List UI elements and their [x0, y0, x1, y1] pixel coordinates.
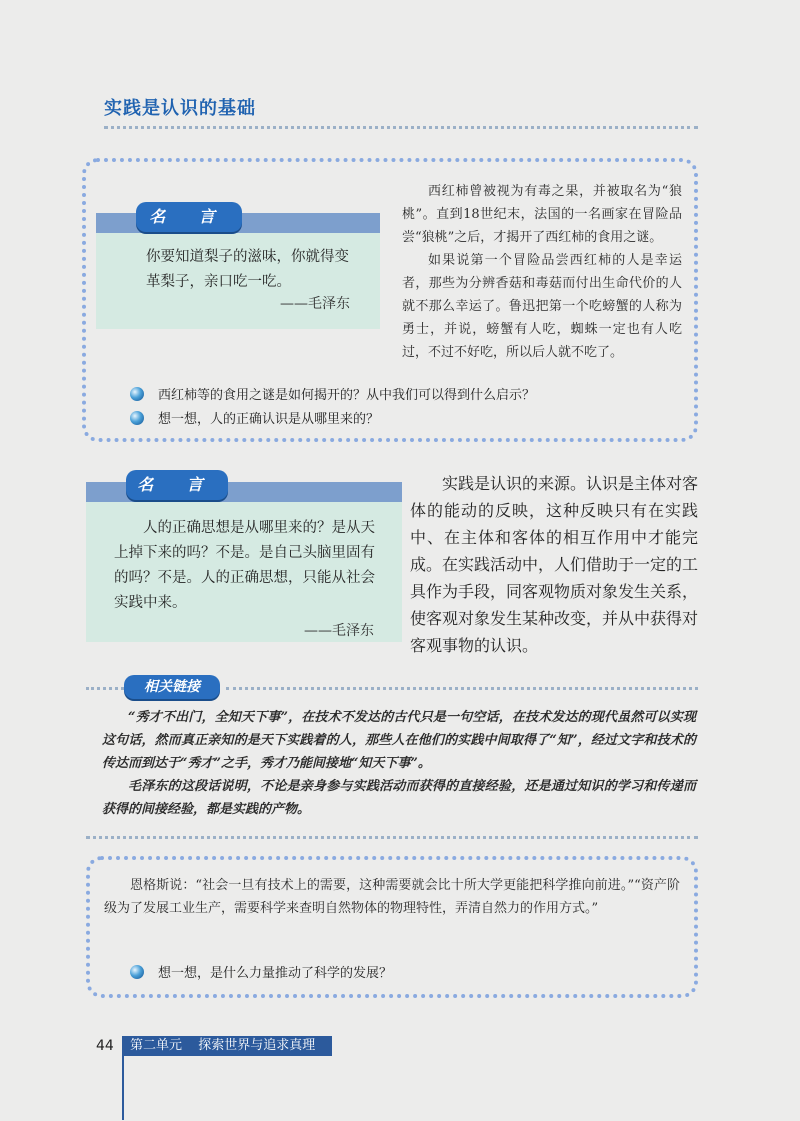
footer-unit-title: 探索世界与追求真理	[198, 1038, 316, 1053]
quote-box-2	[86, 482, 402, 642]
footer-unit: 第二单元	[130, 1038, 183, 1053]
question-3-text: 想一想，是什么力量推动了科学的发展？	[158, 966, 393, 981]
bullet-ball-icon	[130, 411, 144, 425]
question-3	[130, 962, 392, 981]
title-divider	[104, 126, 698, 129]
quote-box-1	[96, 213, 380, 329]
related-links-label: 相关链接	[124, 675, 220, 699]
bullet-ball-icon	[130, 387, 144, 401]
quote-label-1: 名 言	[136, 202, 242, 232]
question-1-text: 西红柿等的食用之谜是如何揭开的？从中我们可以得到什么启示？	[158, 388, 536, 403]
related-divider-right	[226, 687, 698, 690]
bullet-ball-icon	[130, 965, 144, 979]
quote-text-1: 你要知道梨子的滋味，你就得变革梨子，亲口吃一吃。	[146, 249, 349, 290]
engels-paragraph: 恩格斯说：“社会一旦有技术上的需要，这种需要就会比十所大学更能把科学推向前进。”“资产阶级为了发展工业生产，需要科学来查明自然物体的物理特性，弄清自然力的作用方式。”	[104, 878, 680, 916]
tomato-paragraph-1: 西红柿曾被视为有毒之果，并被取名为“狼桃”。直到18世纪末，法国的一名画家在冒险品尝“狼桃”之后，才揭开了西红柿的食用之谜。	[402, 184, 682, 245]
related-divider-bottom	[86, 836, 698, 839]
quote-author-2: ——毛泽东	[304, 623, 374, 639]
main-text	[410, 470, 698, 659]
main-paragraph: 实践是认识的来源。认识是主体对客体的能动的反映，这种反映只有在实践中、在主体和客体的相互作用中才能完成。在实践活动中，人们借助于一定的工具作为手段，同客观物质对象发生关系，使客观对象发生某种改变，并从中获得对客观事物的认识。	[410, 474, 699, 655]
tomato-story	[402, 180, 682, 364]
question-2	[130, 408, 379, 427]
tomato-paragraph-2: 如果说第一个冒险品尝西红柿的人是幸运者，那些为分辨香菇和毒菇而付出生命代价的人就不那么幸运了。鲁迅把第一个吃螃蟹的人称为勇士，并说，螃蟹有人吃，蜘蛛一定也有人吃过，不过不好吃，所以后人就不吃了。	[402, 253, 682, 360]
footer-band	[124, 1036, 332, 1056]
page-number: 44	[96, 1038, 114, 1054]
question-1	[130, 384, 535, 403]
quote-text-2: 人的正确思想是从哪里来的？是从天上掉下来的吗？不是。是自己头脑里固有的吗？不是。人的正确思想，只能从社会实践中来。	[114, 520, 375, 611]
related-paragraph-2: 毛泽东的这段话说明，不论是亲身参与实践活动而获得的直接经验，还是通过知识的学习和传递而获得的间接经验，都是实践的产物。	[102, 779, 696, 817]
related-text	[102, 706, 696, 821]
question-2-text: 想一想，人的正确认识是从哪里来的？	[158, 412, 380, 427]
related-paragraph-1: “秀才不出门，全知天下事”，在技术不发达的古代只是一句空话，在技术发达的现代虽然可以实现这句话，然而真正亲知的是天下实践着的人，那些人在他们的实践中间取得了“知”，经过文字和技术的传达而到达于“秀才”之手，秀才乃能间接地“知天下事”。	[102, 710, 696, 771]
quote-label-2: 名 言	[126, 470, 228, 500]
engels-text	[104, 874, 680, 920]
section-title: 实践是认识的基础	[104, 98, 256, 119]
quote-author-1: ——毛泽东	[280, 296, 350, 312]
